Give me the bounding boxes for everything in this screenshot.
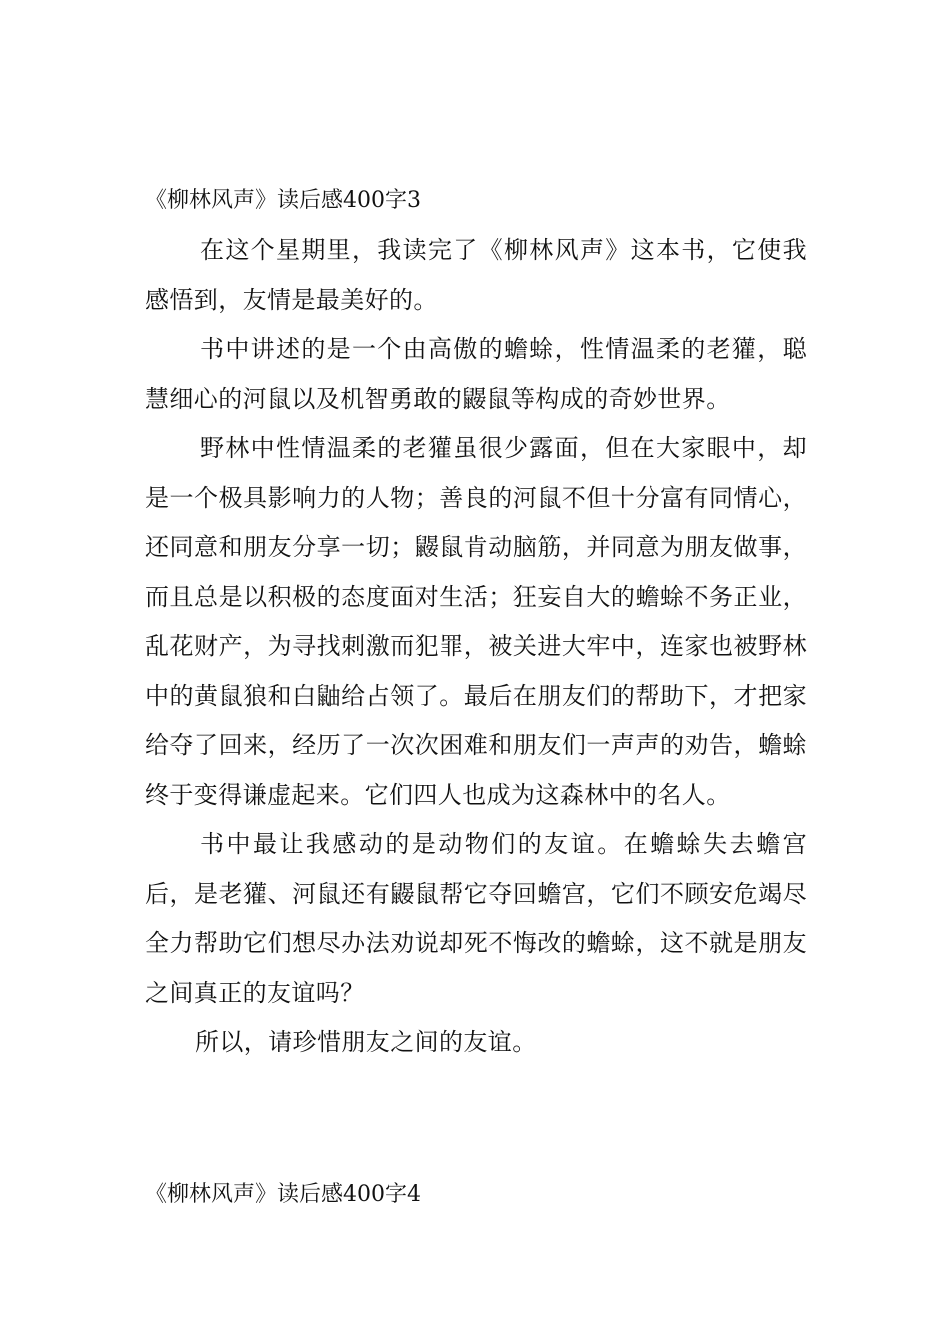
paragraph-5: 所以，请珍惜朋友之间的友谊。	[195, 1028, 537, 1056]
paragraph-1: 在这个星期里，我读完了《柳林风声》这本书，它使我感悟到，友情是最美好的。	[145, 236, 807, 314]
paragraph-2: 书中讲述的是一个由高傲的蟾蜍，性情温柔的老獾，聪慧细心的河鼠以及机智勇敢的鼹鼠等构成的奇妙世界。	[145, 335, 807, 413]
essay-title-3: 《柳林风声》读后感400字3	[145, 188, 421, 213]
paragraph-3: 野林中性情温柔的老獾虽很少露面，但在大家眼中，却是一个极具影响力的人物；善良的河鼠不但十分富有同情心，还同意和朋友分享一切；鼹鼠肯动脑筋，并同意为朋友做事，而且总是以积极的态度面对生活；狂妄自大的蟾蜍不务正业，乱花财产，为寻找刺激而犯罪，被关进大牢中，连家也被野林中的黄鼠狼和白鼬给占领了。最后在朋友们的帮助下，才把家给夺了回来，经历了一次次困难和朋友们一声声的劝告，蟾蜍终于变得谦虚起来。它们四人也成为这森林中的名人。	[145, 434, 807, 809]
essay-body	[145, 226, 807, 1068]
paragraph-4: 书中最让我感动的是动物们的友谊。在蟾蜍失去蟾宫后，是老獾、河鼠还有鼹鼠帮它夺回蟾宫，它们不顾安危竭尽全力帮助它们想尽办法劝说却死不悔改的蟾蜍，这不就是朋友之间真正的友谊吗？	[145, 830, 807, 1007]
essay-title-4: 《柳林风声》读后感400字4	[145, 1182, 421, 1207]
